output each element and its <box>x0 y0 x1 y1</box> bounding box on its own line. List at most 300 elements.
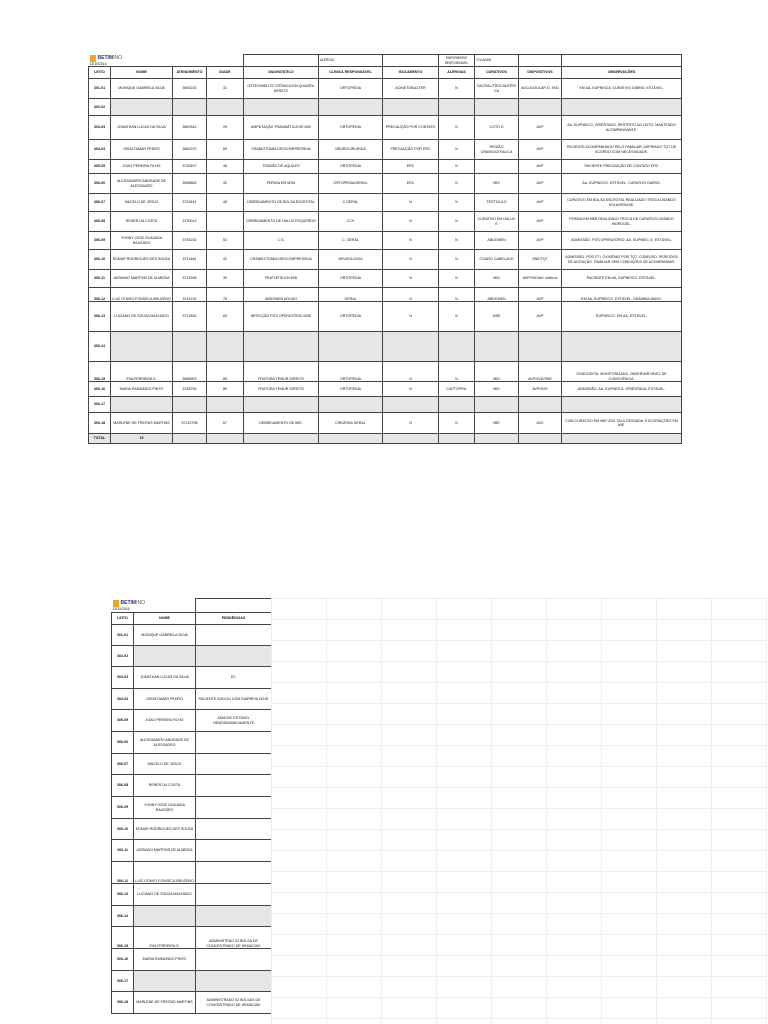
total-blank <box>475 434 519 444</box>
cell-name: EDMAR RODRIGUES DES SOUZA <box>111 250 173 270</box>
cell-age: 29 <box>207 116 244 140</box>
header-diagnosis: DIAGNÓSTICO <box>244 67 319 79</box>
cell-diagnosis: FRATURA FEMUR DIREITO <box>244 362 319 382</box>
blank-cell <box>244 55 319 67</box>
cell-notes: ADMISSÃO. AA. EUPNEICA. ORIENTADA. ESTÁVEL. <box>562 382 682 397</box>
table-row <box>112 884 272 906</box>
total-blank <box>519 434 562 444</box>
cell-name: JONATHAN LUCAS DA SILVA <box>111 116 173 140</box>
total-value: 15 <box>111 434 173 444</box>
table-row <box>89 212 682 232</box>
cell-isolation: N <box>383 382 439 397</box>
cell-allergy: N <box>439 232 475 250</box>
cell-name: JOAO PEREIRA FILHO <box>134 710 196 732</box>
cell-diagnosis <box>244 397 319 413</box>
table-row <box>112 775 272 797</box>
header-bed: LEITO <box>112 613 134 625</box>
cell-pending <box>196 884 272 906</box>
cell-pending: PACIENTE INICIOU COM DIARREIA HOJE <box>196 689 272 710</box>
cell-dressing: COURO CABELUDO <box>475 250 519 270</box>
cell-bed: 306-17 <box>89 397 111 413</box>
cell-record: 5696863 <box>173 174 207 194</box>
cell-isolation: PRECAUÇÃO POR ERC <box>383 140 439 160</box>
header-clinic: CLINICA RESPONSÁVEL <box>319 67 383 79</box>
logo-text <box>121 601 145 605</box>
cell-dressing: REGIÃO CRANIOCEFÁLICA <box>475 140 519 160</box>
total-label: TOTAL <box>89 434 111 444</box>
cell-pending <box>196 775 272 797</box>
cell-pending: ADMINISTRADO 02 BOLSAS DE CONCENTRADO DE HEMÁCIAS <box>196 992 272 1014</box>
cell-devices: AVP <box>519 160 562 174</box>
cell-allergy: N <box>439 194 475 212</box>
cell-clinic: CIRURGIA GERAL <box>319 413 383 434</box>
cell-bed: 306-18 <box>89 413 111 434</box>
table-row <box>112 667 272 689</box>
cell-clinic <box>319 99 383 116</box>
cell-age: 48 <box>207 160 244 174</box>
cell-age: 42 <box>207 174 244 194</box>
cell-clinic: NEUROLOGIA <box>319 250 383 270</box>
cell-bed: 306-17 <box>112 971 134 992</box>
table-row <box>89 362 682 382</box>
cell-notes: SONOLENTA, MONITORIZADA, OBSERVAR NÍVEL DE CONSCIÊNCIA. <box>562 362 682 382</box>
total-blank <box>439 434 475 444</box>
cell-age: 67 <box>207 413 244 434</box>
cell-dressing: MIS <box>475 174 519 194</box>
cell-bed: 306-06 <box>89 174 111 194</box>
cell-allergy: N <box>439 79 475 99</box>
cell-clinic: ORTOPEDIA <box>319 302 383 332</box>
cell-diagnosis: AMPUTAÇÃO TRAUMÁTICA DE MID <box>244 116 319 140</box>
cell-name: ADRIANO MARTINS DE ALMEIDA <box>134 840 196 862</box>
table-row <box>89 413 682 434</box>
cell-notes: AA, EUPNEICO, ORIENTADO, RESTRITO AO LEITO. MANTENDO ACOMPANHANTE. <box>562 116 682 140</box>
table-row <box>112 625 272 646</box>
cell-devices: AVP <box>519 194 562 212</box>
cell-record: 5729441 <box>173 194 207 212</box>
report-date: 13/10/2016 <box>89 61 107 66</box>
cell-dressing <box>475 99 519 116</box>
cell-bed: 306-09 <box>112 797 134 819</box>
cell-devices: AVP/SVD/SNE <box>519 362 562 382</box>
cell-allergy: N <box>439 160 475 174</box>
cell-pending <box>196 949 272 971</box>
cell-allergy: N <box>439 413 475 434</box>
cell-name: GENILTAMAR PEDRO <box>134 689 196 710</box>
table-row <box>112 949 272 971</box>
cell-record: 57122798 <box>173 413 207 434</box>
cell-clinic: GERAL <box>319 288 383 302</box>
cell-bed: 306-07 <box>112 754 134 775</box>
cell-name: MARIA RAIMUNDO PINTO <box>111 382 173 397</box>
header-devices: DISPOSITIVOS <box>519 67 562 79</box>
table-row <box>89 79 682 99</box>
table-row <box>112 754 272 775</box>
hospital-logo <box>113 600 195 607</box>
cell-name: YONNY JOSE GUAJADA RAUSSEO <box>134 797 196 819</box>
cell-isolation: ACINETOBACTER <box>383 79 439 99</box>
cell-devices: AVP <box>519 302 562 332</box>
cell-age: 85 <box>207 362 244 382</box>
cell-age: 31 <box>207 79 244 99</box>
cell-devices: AVP <box>519 288 562 302</box>
cell-diagnosis <box>244 332 319 362</box>
cell-bed: 302-02 <box>112 646 134 667</box>
cell-name: LUIZ OTAVIO FONSECA BRUZENO <box>111 288 173 302</box>
cell-bed: 306-15 <box>89 362 111 382</box>
cell-age <box>207 332 244 362</box>
cell-diagnosis: TENDÃO DE AQUILES <box>244 160 319 174</box>
table-row <box>112 927 272 949</box>
cell-name: LUIZ OTAVIO FONSECA BRUZENO <box>134 862 196 884</box>
cell-age <box>207 397 244 413</box>
cell-bed: 303-03 <box>112 667 134 689</box>
table-row <box>89 397 682 413</box>
cell-bed: 306-18 <box>112 992 134 1014</box>
total-blank <box>244 434 319 444</box>
table-row <box>112 710 272 732</box>
cell-record <box>173 397 207 413</box>
cell-bed: 306-09 <box>89 232 111 250</box>
cell-bed: 304-04 <box>112 689 134 710</box>
cell-pending <box>196 840 272 862</box>
header-bed: LEITO <box>89 67 111 79</box>
cell-name <box>134 646 196 667</box>
cell-allergy: CAPTOPRIL <box>439 382 475 397</box>
logo-brand: BETIM <box>97 54 114 61</box>
cell-clinic: NEUROCIRURGIA <box>319 140 383 160</box>
cell-dressing: MID <box>475 362 519 382</box>
cell-dressing: CURATIVO EM HALUX E <box>475 212 519 232</box>
cell-diagnosis: DEBRIDAMENTO DE HALUX ESQUERDO <box>244 212 319 232</box>
header-age: IDADE <box>207 67 244 79</box>
cell-record: 5686903 <box>173 362 207 382</box>
table-row <box>112 819 272 840</box>
cell-bed: 303-03 <box>89 116 111 140</box>
cell-record: 5730407 <box>173 160 207 174</box>
cell-devices <box>519 99 562 116</box>
cell-dressing <box>475 332 519 362</box>
cell-bed: 304-04 <box>89 140 111 160</box>
cell-bed: 306-11 <box>89 270 111 288</box>
cell-pending <box>196 819 272 840</box>
cell-diagnosis: INFECÇÃO PÓS OPERATÓRIO MSE <box>244 302 319 332</box>
cell-dressing <box>475 397 519 413</box>
cell-clinic: ORTOPEDIA/GERAL <box>319 174 383 194</box>
cell-age: 42 <box>207 250 244 270</box>
cell-bed: 306-15 <box>112 927 134 949</box>
cell-clinic: ORTOPEDIA <box>319 382 383 397</box>
cell-isolation: N <box>383 270 439 288</box>
table-row <box>89 174 682 194</box>
cell-age: 65 <box>207 140 244 160</box>
cell-notes: EM AA, EUPNEICA, CURATIVO DIÁRIO. ESTÁVEL. <box>562 79 682 99</box>
cell-diagnosis: DEBRIDAMENTO DE MIE. <box>244 413 319 434</box>
cell-bed: 306-13 <box>89 302 111 332</box>
cell-devices: AVP <box>519 174 562 194</box>
cell-pending <box>196 754 272 775</box>
cell-name <box>111 99 173 116</box>
cell-age: 39 <box>207 270 244 288</box>
cell-isolation: N <box>383 212 439 232</box>
cell-devices: AVP <box>519 140 562 160</box>
cell-name: RENER DA COSTA <box>134 775 196 797</box>
cell-isolation <box>383 332 439 362</box>
total-blank <box>383 434 439 444</box>
cell-pending <box>196 797 272 819</box>
cell-allergy: N <box>439 288 475 302</box>
cell-record: 5741125 <box>173 288 207 302</box>
cell-age <box>207 99 244 116</box>
cell-diagnosis: FERIDA EM MSD <box>244 174 319 194</box>
header-pending: PENDÊNCIAS <box>196 613 272 625</box>
patient-census-table <box>88 54 682 444</box>
cell-clinic: C. GERAL <box>319 232 383 250</box>
cell-record <box>173 332 207 362</box>
cell-diagnosis: C.G. <box>244 232 319 250</box>
cell-name: EVA FERREIRA S. <box>111 362 173 382</box>
logo-mark-icon <box>90 55 96 62</box>
cell-diagnosis: DEBRIDAMENTO DE BOLSA ESCROTAL <box>244 194 319 212</box>
cell-age: 76 <box>207 288 244 302</box>
cell-devices: AVP <box>519 212 562 232</box>
cell-allergy <box>439 99 475 116</box>
cell-dressing: MIE <box>475 413 519 434</box>
cell-bed: 301-01 <box>112 625 134 646</box>
cell-isolation: N <box>383 232 439 250</box>
cell-pending: ADM BIC ESTÁVEL HEMODINAMICAMENTE <box>196 710 272 732</box>
table-row <box>112 862 272 884</box>
cell-bed: 306-07 <box>89 194 111 212</box>
cell-pending <box>196 732 272 754</box>
blank-cell <box>519 55 562 67</box>
cell-diagnosis: CRANIECTOMIA DESCOMPRESSIVA <box>244 250 319 270</box>
cell-record: 5712834 <box>173 302 207 332</box>
cell-allergy: N <box>439 174 475 194</box>
cell-isolation: ERC <box>383 160 439 174</box>
cell-record: 5662370 <box>173 140 207 160</box>
cell-age: 53 <box>207 232 244 250</box>
cell-clinic: ORTOPEDIA <box>319 116 383 140</box>
table-row <box>89 250 682 270</box>
cell-allergy: N <box>439 270 475 288</box>
cell-notes: ADMISSÃO. PÓS OPERATÓRIO. AA. EUPNEIC O. ESTÁVEL. <box>562 232 682 250</box>
cell-name: MARLENE DE FREITAS MARTINS <box>134 992 196 1014</box>
cell-notes: PACIENTE EM AA, EUPNEICO. ESTÁVEL. <box>562 270 682 288</box>
cell-allergy: N <box>439 116 475 140</box>
cell-pending: EC <box>196 667 272 689</box>
header-name: NOME <box>111 67 173 79</box>
cell-name: MARIA RAIMUNDO PINTO <box>134 949 196 971</box>
cell-isolation <box>383 397 439 413</box>
cell-clinic: ORTOPEDIA <box>319 362 383 382</box>
cell-devices <box>519 332 562 362</box>
cell-clinic <box>319 397 383 413</box>
cell-pending: ADMINISTRAO 02 BOLSA DE CONCENTRADO DE HEMÁCIAS <box>196 927 272 949</box>
cell-record: 5746750 <box>173 382 207 397</box>
table-row <box>89 232 682 250</box>
cell-devices: AVC/JUGULAR D. SVD <box>519 79 562 99</box>
logo-mark-icon <box>113 600 119 607</box>
cell-isolation: N <box>383 250 439 270</box>
cell-bed: 306-14 <box>112 906 134 927</box>
cell-isolation: ERC <box>383 174 439 194</box>
empty-spreadsheet-grid <box>271 598 767 1024</box>
cell-name: MONIQUE GABRIELA SILVA <box>134 625 196 646</box>
table-row <box>89 99 682 116</box>
header-dressing: CURATIVOS <box>475 67 519 79</box>
cell-notes: CURATIVO EM BOLSA ESCROTAL REALIZADO TROCA USANDO KOLAGENASE. <box>562 194 682 212</box>
table-row <box>89 116 682 140</box>
cell-dressing: MID <box>475 270 519 288</box>
cell-bed: 305-05 <box>112 710 134 732</box>
table-row <box>89 270 682 288</box>
cell-isolation: N <box>383 413 439 434</box>
cell-age: 86 <box>207 382 244 397</box>
hospital-logo <box>90 55 243 62</box>
cell-bed: 306-08 <box>89 212 111 232</box>
cell-bed: 302-02 <box>89 99 111 116</box>
cell-bed: 305-05 <box>89 160 111 174</box>
cell-isolation <box>383 99 439 116</box>
cell-allergy: N <box>439 362 475 382</box>
table-row <box>112 992 272 1014</box>
cell-record: 5711464 <box>173 250 207 270</box>
cell-notes <box>562 332 682 362</box>
cell-allergy <box>439 332 475 362</box>
table-row <box>89 302 682 332</box>
cell-name: EDMAR RODRIGUES DES SOUZA <box>134 819 196 840</box>
table-row <box>89 382 682 397</box>
cell-notes: ADMISSÃO. PÓS CTI. OXIGÊNIO POR TQT. CONFUSO. PERÍODOS DE AGITAÇÃO. FAMILIAR SEM CONDIÇÕES DE ACOMPANHAR. <box>562 250 682 270</box>
cell-pending <box>196 906 272 927</box>
cell-bed: 301-01 <box>89 79 111 99</box>
cell-pending <box>196 971 272 992</box>
header-isolation: ISOLAMENTO <box>383 67 439 79</box>
cell-bed: 306-12 <box>112 862 134 884</box>
cell-age: 48 <box>207 194 244 212</box>
cell-record <box>173 99 207 116</box>
cell-allergy: N <box>439 140 475 160</box>
total-blank <box>562 434 682 444</box>
cell-notes: AA, EUPNEICO. ESTÁVEL. CURATIVO DIÁRIO. <box>562 174 682 194</box>
cell-notes: PACIENTE ACOMPANHADO PELO FAMILIAR. ASPIRADO TQT DE ACORDO COM NECESSIDADE. <box>562 140 682 160</box>
table-row <box>112 971 272 992</box>
cell-name: ALESSANDRO ANDRADE DE ALESSADRO <box>111 174 173 194</box>
cell-devices: AVP <box>519 232 562 250</box>
cell-record: 5724398 <box>173 270 207 288</box>
cell-allergy <box>439 397 475 413</box>
cell-bed: 306-08 <box>112 775 134 797</box>
cell-diagnosis <box>244 99 319 116</box>
cell-isolation: N <box>383 194 439 212</box>
cell-bed: 306-11 <box>112 840 134 862</box>
cell-notes <box>562 397 682 413</box>
cell-isolation: N <box>383 288 439 302</box>
blank-cell <box>196 599 272 613</box>
cell-age: 63 <box>207 302 244 332</box>
cell-pending <box>196 646 272 667</box>
cell-bed: 306-06 <box>112 732 134 754</box>
cell-dressing: MSE <box>475 302 519 332</box>
cell-dressing: SACRAL/TROCANTÉRICA <box>475 79 519 99</box>
cell-record: 5691103 <box>173 79 207 99</box>
table-row <box>112 732 272 754</box>
cell-name: LUCIANO DE SOUZA MACHADO <box>134 884 196 906</box>
logo-suffix: INO <box>113 54 122 61</box>
cell-name: MONIQUE GABRIELA SILVA <box>111 79 173 99</box>
cell-devices: SNE/TQT <box>519 250 562 270</box>
cell-record: 5745230 <box>173 232 207 250</box>
cell-dressing: ABDOMEN <box>475 232 519 250</box>
cell-bed: 306-16 <box>89 382 111 397</box>
header-record: ATENDIMENTO <box>173 67 207 79</box>
cell-notes: COM CURATIVO EM MIE USO TALA GESSADA. ESCORIAÇÕES EM MIE. <box>562 413 682 434</box>
cell-name <box>134 906 196 927</box>
table-row <box>112 689 272 710</box>
logo-cell <box>112 599 196 613</box>
cell-diagnosis: CRANIOTOMIA DESCOMPRESSIVA <box>244 140 319 160</box>
cell-allergy: N <box>439 302 475 332</box>
cell-diagnosis: FRATURTA EM MID <box>244 270 319 288</box>
table-row <box>112 797 272 819</box>
cell-devices: AVC <box>519 413 562 434</box>
cell-bed: 306-10 <box>112 819 134 840</box>
cell-clinic: ORTOPEDIA <box>319 79 383 99</box>
logo-text <box>98 56 122 60</box>
cell-age <box>207 212 244 232</box>
cell-name <box>111 332 173 362</box>
header-name: NOME <box>134 613 196 625</box>
header-notes: OBSERVAÇÕES <box>562 67 682 79</box>
cell-isolation: N <box>383 362 439 382</box>
total-blank <box>207 434 244 444</box>
cell-bed: 306-13 <box>112 884 134 906</box>
cell-dressing <box>475 160 519 174</box>
blank-cell <box>562 55 682 67</box>
cell-clinic: ORTOPEDIA <box>319 160 383 174</box>
cell-diagnosis: FRATURA FEMUR DIREITO <box>244 382 319 397</box>
table-row <box>112 906 272 927</box>
cell-record: 5687642 <box>173 116 207 140</box>
cell-isolation: N <box>383 302 439 332</box>
logo-brand: BETIM <box>120 599 137 606</box>
cell-name: JOAO PEREIRA FILHO <box>111 160 173 174</box>
cell-clinic <box>319 332 383 362</box>
cell-devices: AVP/SVD/Art. externo <box>519 270 562 288</box>
table-row <box>89 194 682 212</box>
total-blank <box>319 434 383 444</box>
cell-notes: EUPNEICO. EM AA. ESTÁVEL. <box>562 302 682 332</box>
cell-dressing: MID <box>475 382 519 397</box>
cell-name <box>134 971 196 992</box>
cell-clinic: CCV <box>319 212 383 232</box>
cell-name: ADRIANO MARTINS DE ALMEIDA <box>111 270 173 288</box>
cell-name: MACELO DE JESUS <box>111 194 173 212</box>
cell-dressing: TESTICULO <box>475 194 519 212</box>
cell-record: 5730013 <box>173 212 207 232</box>
cell-devices <box>519 397 562 413</box>
cell-notes <box>562 99 682 116</box>
table-row <box>89 160 682 174</box>
blank-cell <box>383 55 439 67</box>
cell-name: EVA FERREIRA S. <box>134 927 196 949</box>
cell-pending <box>196 862 272 884</box>
cell-isolation: PRECAUÇÃO POR CONTATO <box>383 116 439 140</box>
cell-bed: 306-14 <box>89 332 111 362</box>
cell-name <box>111 397 173 413</box>
cell-diagnosis: OSTEOMIELITE CRÔNICA EM QUADRIL DIREITO <box>244 79 319 99</box>
